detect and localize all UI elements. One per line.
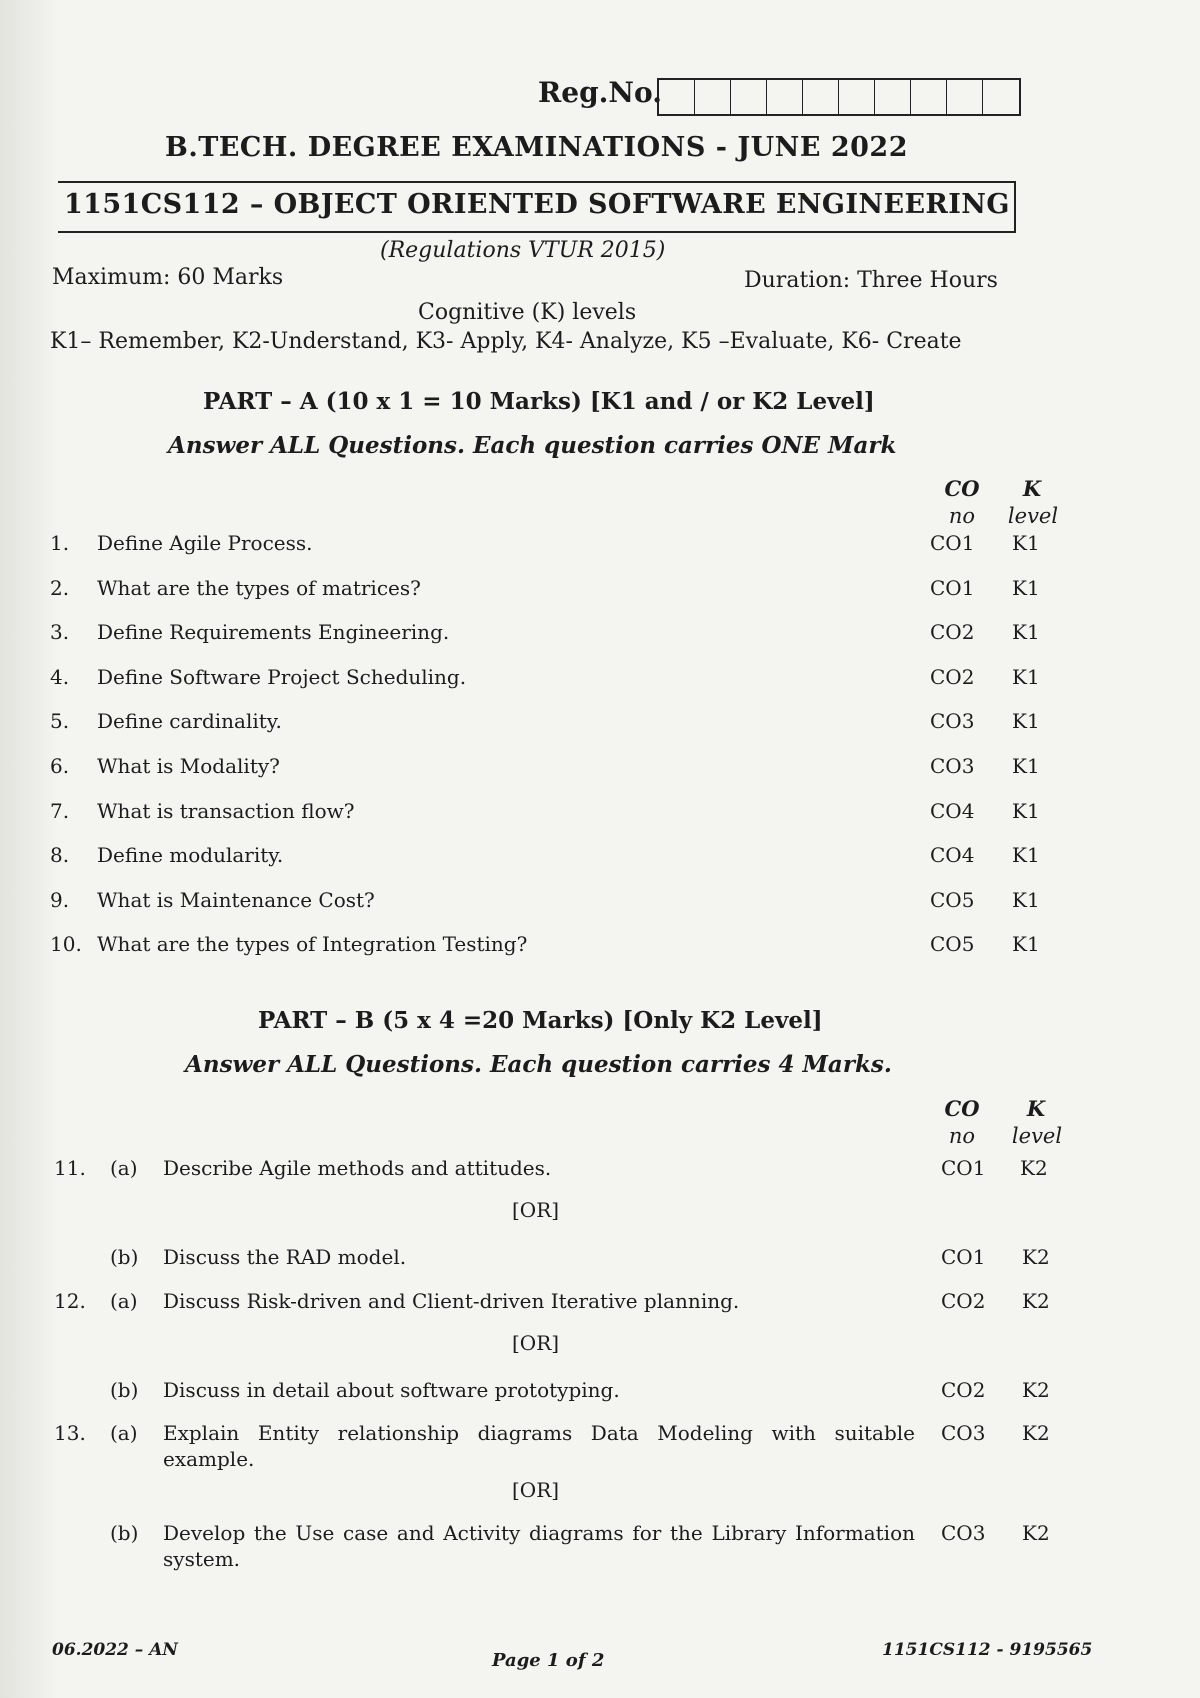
question-text: Discuss the RAD model. bbox=[163, 1245, 407, 1269]
question-number: 5. bbox=[50, 709, 70, 733]
question-k-level: K1 bbox=[1012, 843, 1040, 867]
question-number: 7. bbox=[50, 799, 70, 823]
exam-title: B.TECH. DEGREE EXAMINATIONS - JUNE 2022 bbox=[165, 132, 908, 163]
question-text: Describe Agile methods and attitudes. bbox=[163, 1156, 552, 1180]
question-text: What is Modality? bbox=[97, 754, 280, 778]
question-k-level: K1 bbox=[1012, 665, 1040, 689]
question-co: CO5 bbox=[930, 932, 975, 956]
question-k-level: K2 bbox=[1022, 1521, 1050, 1545]
footer-paper-code: 1151CS112 - 9195565 bbox=[882, 1640, 1093, 1660]
question-text: Define cardinality. bbox=[97, 709, 282, 733]
question-text: Define Requirements Engineering. bbox=[97, 620, 450, 644]
question-text: What are the types of Integration Testing? bbox=[97, 932, 528, 956]
question-co: CO1 bbox=[941, 1156, 986, 1180]
part-b-k-header: K bbox=[1026, 1096, 1046, 1121]
question-co: CO4 bbox=[930, 843, 975, 867]
course-title: 1151CS112 – OBJECT ORIENTED SOFTWARE ENGINEERING bbox=[64, 189, 1010, 220]
question-co: CO3 bbox=[930, 754, 975, 778]
cognitive-levels-list: K1– Remember, K2-Understand, K3- Apply, K4- Analyze, K5 –Evaluate, K6- Create bbox=[50, 329, 962, 354]
question-k-level: K2 bbox=[1022, 1245, 1050, 1269]
reg-no-digit-box[interactable] bbox=[911, 80, 947, 114]
question-k-level: K1 bbox=[1012, 754, 1040, 778]
question-k-level: K1 bbox=[1012, 888, 1040, 912]
question-sub-label: (a) bbox=[110, 1421, 138, 1445]
question-sub-label: (a) bbox=[110, 1289, 138, 1313]
question-number: 3. bbox=[50, 620, 70, 644]
question-k-level: K1 bbox=[1012, 620, 1040, 644]
question-text: Discuss in detail about software prototyping. bbox=[163, 1378, 620, 1402]
question-number: 8. bbox=[50, 843, 70, 867]
part-a-co-header-sub: no bbox=[948, 504, 976, 528]
question-text: What are the types of matrices? bbox=[97, 576, 421, 600]
question-number: 9. bbox=[50, 888, 70, 912]
question-co: CO2 bbox=[930, 620, 975, 644]
question-text: What is transaction flow? bbox=[97, 799, 355, 823]
part-a-k-header-sub: level bbox=[1007, 504, 1059, 528]
regulations: (Regulations VTUR 2015) bbox=[380, 238, 666, 263]
reg-no-digit-box[interactable] bbox=[659, 80, 695, 114]
reg-no-digit-box[interactable] bbox=[875, 80, 911, 114]
question-k-level: K1 bbox=[1012, 576, 1040, 600]
question-number: 11. bbox=[54, 1156, 86, 1180]
question-co: CO4 bbox=[930, 799, 975, 823]
question-number: 13. bbox=[54, 1421, 86, 1445]
question-k-level: K1 bbox=[1012, 531, 1040, 555]
reg-no-digit-box[interactable] bbox=[803, 80, 839, 114]
question-co: CO1 bbox=[930, 531, 975, 555]
question-number: 4. bbox=[50, 665, 70, 689]
max-marks: Maximum: 60 Marks bbox=[52, 265, 284, 290]
question-sub-label: (a) bbox=[110, 1156, 138, 1180]
footer-date-session: 06.2022 – AN bbox=[52, 1640, 178, 1660]
reg-no-digit-box[interactable] bbox=[947, 80, 983, 114]
question-co: CO2 bbox=[930, 665, 975, 689]
question-co: CO3 bbox=[930, 709, 975, 733]
question-text: Define Agile Process. bbox=[97, 531, 313, 555]
or-separator: [OR] bbox=[512, 1331, 560, 1355]
question-co: CO5 bbox=[930, 888, 975, 912]
question-number: 12. bbox=[54, 1289, 86, 1313]
question-k-level: K2 bbox=[1022, 1421, 1050, 1445]
reg-no-digit-box[interactable] bbox=[983, 80, 1019, 114]
or-separator: [OR] bbox=[512, 1478, 560, 1502]
question-co: CO1 bbox=[930, 576, 975, 600]
question-sub-label: (b) bbox=[110, 1521, 139, 1545]
question-text: What is Maintenance Cost? bbox=[97, 888, 375, 912]
duration: Duration: Three Hours bbox=[744, 268, 998, 293]
question-co: CO3 bbox=[941, 1521, 986, 1545]
or-separator: [OR] bbox=[512, 1198, 560, 1222]
question-text: Develop the Use case and Activity diagrams for the Library Information system. bbox=[163, 1521, 915, 1571]
question-co: CO3 bbox=[941, 1421, 986, 1445]
part-b-co-header-sub: no bbox=[948, 1124, 976, 1148]
reg-no-digit-box[interactable] bbox=[839, 80, 875, 114]
reg-no-digit-box[interactable] bbox=[767, 80, 803, 114]
question-co: CO1 bbox=[941, 1245, 986, 1269]
question-text: Discuss Risk-driven and Client-driven Iterative planning. bbox=[163, 1289, 740, 1313]
part-b-co-header: CO bbox=[944, 1096, 980, 1121]
question-number: 2. bbox=[50, 576, 70, 600]
question-k-level: K2 bbox=[1022, 1378, 1050, 1402]
question-co: CO2 bbox=[941, 1289, 986, 1313]
question-k-level: K1 bbox=[1012, 932, 1040, 956]
part-b-instruction: Answer ALL Questions. Each question carries 4 Marks. bbox=[185, 1051, 892, 1078]
question-sub-label: (b) bbox=[110, 1245, 139, 1269]
reg-no-digit-box[interactable] bbox=[695, 80, 731, 114]
question-text: Define Software Project Scheduling. bbox=[97, 665, 467, 689]
part-b-title: PART – B (5 x 4 =20 Marks) [Only K2 Level] bbox=[258, 1007, 823, 1034]
question-k-level: K2 bbox=[1022, 1289, 1050, 1313]
question-k-level: K2 bbox=[1020, 1156, 1048, 1180]
part-a-k-header: K bbox=[1022, 476, 1042, 501]
reg-no-label: Reg.No. bbox=[538, 76, 662, 109]
question-sub-label: (b) bbox=[110, 1378, 139, 1402]
part-b-k-header-sub: level bbox=[1011, 1124, 1063, 1148]
question-number: 10. bbox=[50, 932, 82, 956]
reg-no-digit-box[interactable] bbox=[731, 80, 767, 114]
question-number: 1. bbox=[50, 531, 70, 555]
question-co: CO2 bbox=[941, 1378, 986, 1402]
part-a-instruction: Answer ALL Questions. Each question carries ONE Mark bbox=[168, 432, 897, 459]
part-a-co-header: CO bbox=[944, 476, 980, 501]
reg-no-boxes[interactable] bbox=[657, 78, 1021, 116]
question-text: Define modularity. bbox=[97, 843, 284, 867]
question-text: Explain Entity relationship diagrams Data Modeling with suitable example. bbox=[163, 1421, 915, 1471]
footer-page-number: Page 1 of 2 bbox=[492, 1650, 605, 1671]
question-number: 6. bbox=[50, 754, 70, 778]
part-a-title: PART – A (10 x 1 = 10 Marks) [K1 and / or K2 Level] bbox=[203, 388, 875, 415]
question-k-level: K1 bbox=[1012, 709, 1040, 733]
question-k-level: K1 bbox=[1012, 799, 1040, 823]
cognitive-levels-title: Cognitive (K) levels bbox=[418, 300, 637, 325]
